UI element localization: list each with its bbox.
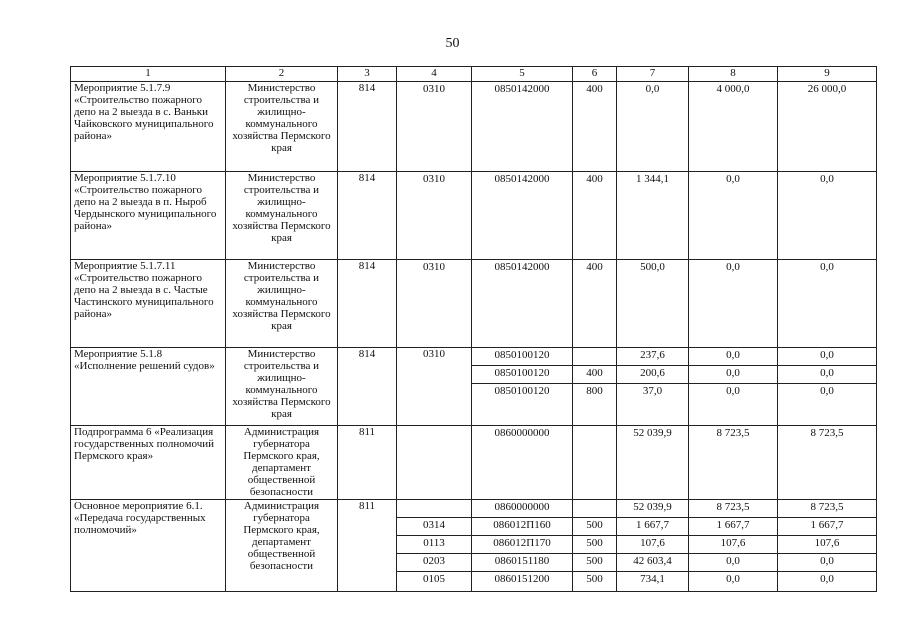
grbs-code: 814: [338, 260, 397, 348]
header-row: [71, 67, 877, 82]
grbs-code: 814: [338, 82, 397, 172]
value-col7: 42 603,4: [617, 553, 688, 571]
header-cell: 7: [617, 67, 689, 82]
responsible-org: Администрация губернатора Пермского края, департамент общественной безопасности: [226, 426, 338, 500]
value-col8: 107,6: [689, 535, 777, 553]
page-number: 50: [445, 36, 460, 51]
responsible-org: Министерство строительства и жилищно-коммунального хозяйства Пермского края: [226, 172, 338, 260]
value-col8-cell: [689, 426, 778, 500]
value-col9: 0,0: [778, 571, 876, 589]
value-col8-cell: [689, 172, 778, 260]
target-article-code-cell: [472, 426, 573, 500]
expense-type-code-cell: [573, 500, 617, 592]
value-col9: 26 000,0: [807, 83, 847, 95]
target-article-code: 0850142000: [494, 83, 550, 95]
table-row: [71, 348, 877, 426]
value-col8-cell: [689, 260, 778, 348]
value-col7: 1 667,7: [617, 517, 688, 535]
header-cell: 9: [778, 67, 877, 82]
expense-type-code: 800: [573, 383, 616, 401]
expense-type-code: 400: [573, 365, 616, 383]
budget-table: [70, 66, 877, 592]
value-col9: 1 667,7: [778, 517, 876, 535]
target-article-code-cell: [472, 500, 573, 592]
value-col8: 0,0: [689, 365, 777, 383]
expense-type-code: 500: [573, 535, 616, 553]
value-col8: 4 000,0: [716, 83, 750, 95]
section-code: 0314: [397, 517, 471, 535]
grbs-code: 814: [338, 348, 397, 426]
value-col9: 0,0: [778, 383, 876, 401]
value-col9: 0,0: [778, 553, 876, 571]
activity-name: Подпрограмма 6 «Реализация государственных полномочий Пермского края»: [71, 426, 226, 500]
target-article-code: 0850142000: [494, 261, 550, 273]
value-col7-cell: [617, 82, 689, 172]
value-col9-cell: [778, 500, 877, 592]
value-col9: 8 723,5: [810, 427, 844, 439]
section-code-cell: [397, 82, 472, 172]
value-col7-cell: [617, 260, 689, 348]
responsible-org: Администрация губернатора Пермского края, департамент общественной безопасности: [226, 500, 338, 592]
target-article-code: 0860151180: [472, 553, 572, 571]
table-row: [71, 260, 877, 348]
activity-name: Мероприятие 5.1.7.10 «Строительство пожарного депо на 2 выезда в п. Ныроб Чердынского муниципального района»: [71, 172, 226, 260]
value-col8: 0,0: [689, 571, 777, 589]
target-article-code: 0850100120: [472, 383, 572, 401]
target-article-code: 0860000000: [494, 427, 550, 439]
section-code: 0113: [397, 535, 471, 553]
expense-type-code: 400: [586, 173, 603, 185]
value-col7: 237,6: [640, 349, 665, 361]
expense-type-code: [573, 500, 616, 517]
target-article-code-cell: [472, 172, 573, 260]
value-col9-cell: [778, 348, 877, 426]
table-row: [71, 82, 877, 172]
value-col8: 0,0: [726, 173, 740, 185]
activity-name: Мероприятие 5.1.8 «Исполнение решений судов»: [71, 348, 226, 426]
activity-name: Основное мероприятие 6.1. «Передача государственных полномочий»: [71, 500, 226, 592]
value-col7: 37,0: [617, 383, 688, 401]
value-col8-cell: [689, 348, 778, 426]
section-code: 0310: [423, 83, 445, 95]
expense-type-code-cell: [573, 82, 617, 172]
expense-type-code: 400: [586, 261, 603, 273]
value-col8: 0,0: [726, 261, 740, 273]
value-col9: 0,0: [778, 365, 876, 383]
section-code: [397, 426, 471, 443]
target-article-code: 0860000000: [494, 501, 550, 513]
value-col8: 0,0: [689, 553, 777, 571]
section-code-cell: [397, 172, 472, 260]
value-col8: 0,0: [689, 383, 777, 401]
value-col7-cell: [617, 426, 689, 500]
activity-name: Мероприятие 5.1.7.9 «Строительство пожарного депо на 2 выезда в с. Ваньки Чайковского муниципального района»: [71, 82, 226, 172]
responsible-org: Министерство строительства и жилищно-коммунального хозяйства Пермского края: [226, 348, 338, 426]
target-article-code: 086012П160: [472, 517, 572, 535]
grbs-code: 811: [338, 426, 397, 500]
expense-type-code: [573, 348, 616, 365]
value-col8: 8 723,5: [716, 427, 750, 439]
target-article-code: 086012П170: [472, 535, 572, 553]
expense-type-code-cell: [573, 348, 617, 426]
expense-type-code-cell: [573, 260, 617, 348]
value-col9-cell: [778, 426, 877, 500]
header-cell: 8: [689, 67, 778, 82]
activity-name: Мероприятие 5.1.7.11 «Строительство пожарного депо на 2 выезда в с. Частые Частинского муниципального района»: [71, 260, 226, 348]
value-col7: 500,0: [640, 261, 665, 273]
value-col9-cell: [778, 172, 877, 260]
section-code-cell: [397, 500, 472, 592]
value-col9-cell: [778, 82, 877, 172]
target-article-code: 0860151200: [472, 571, 572, 589]
header-cell: 3: [338, 67, 397, 82]
expense-type-code: 500: [573, 553, 616, 571]
expense-type-code: 500: [573, 517, 616, 535]
grbs-code: 814: [338, 172, 397, 260]
value-col9-cell: [778, 260, 877, 348]
target-article-code: 0850100120: [494, 349, 550, 361]
value-col7: 0,0: [645, 83, 660, 95]
value-col7: 734,1: [617, 571, 688, 589]
header-cell: 4: [397, 67, 472, 82]
value-col8: 8 723,5: [716, 501, 750, 513]
value-col9: 0,0: [820, 349, 834, 361]
expense-type-code: 500: [573, 571, 616, 589]
value-col8-cell: [689, 500, 778, 592]
section-code-cell: [397, 260, 472, 348]
grbs-code: 811: [338, 500, 397, 592]
expense-type-code-cell: [573, 172, 617, 260]
target-article-code-cell: [472, 260, 573, 348]
header-cell: 1: [71, 67, 226, 82]
value-col8-cell: [689, 82, 778, 172]
section-code: 0310: [423, 261, 445, 273]
value-col9: 8 723,5: [810, 501, 844, 513]
value-col7: 1 344,1: [636, 173, 669, 185]
section-code-cell: 0310: [397, 348, 472, 426]
value-col7-cell: [617, 348, 689, 426]
value-col8: 0,0: [726, 349, 740, 361]
value-col7: 200,6: [617, 365, 688, 383]
header-cell: 5: [472, 67, 573, 82]
section-code-cell: [397, 426, 472, 500]
target-article-code: 0850142000: [494, 173, 550, 185]
responsible-org: Министерство строительства и жилищно-коммунального хозяйства Пермского края: [226, 82, 338, 172]
target-article-code-cell: [472, 348, 573, 426]
target-article-code-cell: [472, 82, 573, 172]
expense-type-code: [573, 426, 616, 443]
value-col9: 0,0: [820, 173, 834, 185]
value-col7: 52 039,9: [633, 427, 672, 439]
section-code: 0105: [397, 571, 471, 589]
value-col7: 107,6: [617, 535, 688, 553]
section-code: 0310: [423, 173, 445, 185]
value-col7-cell: [617, 172, 689, 260]
value-col9: 0,0: [820, 261, 834, 273]
target-article-code: 0850100120: [472, 365, 572, 383]
responsible-org: Министерство строительства и жилищно-коммунального хозяйства Пермского края: [226, 260, 338, 348]
section-code: [397, 500, 471, 517]
table-row: [71, 426, 877, 500]
header-cell: 6: [573, 67, 617, 82]
value-col9: 107,6: [778, 535, 876, 553]
expense-type-code-cell: [573, 426, 617, 500]
header-cell: 2: [226, 67, 338, 82]
value-col8: 1 667,7: [689, 517, 777, 535]
expense-type-code: 400: [586, 83, 603, 95]
value-col7: 52 039,9: [633, 501, 672, 513]
table-row: [71, 500, 877, 592]
table-row: [71, 172, 877, 260]
section-code: 0203: [397, 553, 471, 571]
value-col7-cell: [617, 500, 689, 592]
